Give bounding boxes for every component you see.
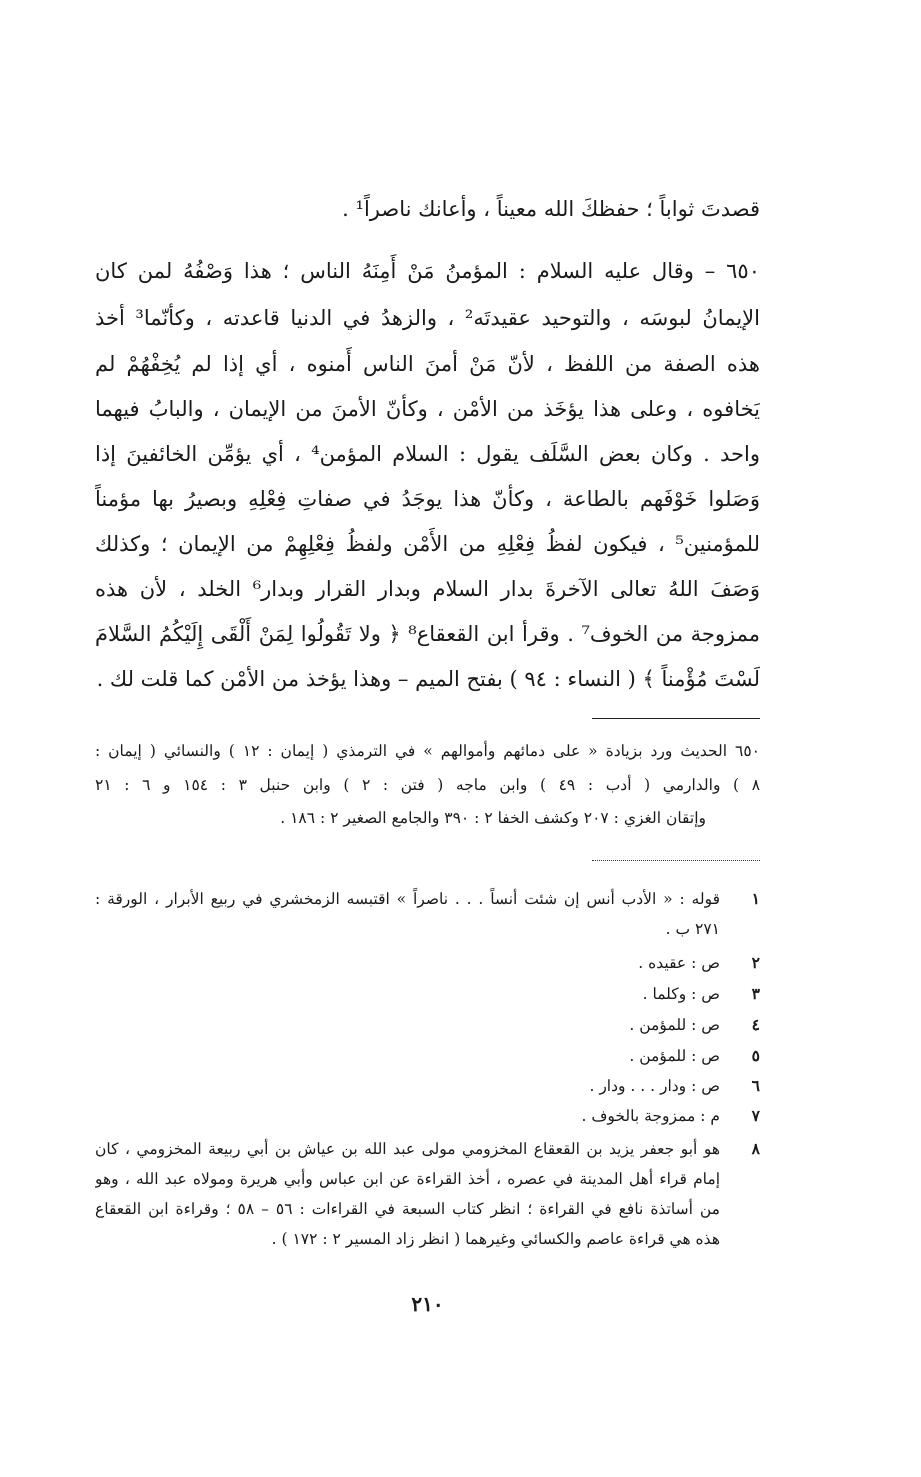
footnote-marker: ١ bbox=[751, 889, 760, 908]
hadith-source-note-line: وإتقان الغزي : ٢٠٧ وكشف الخفا ٢ : ٣٩٠ والجامع الصغير ٢ : ١٨٦ . bbox=[280, 809, 706, 827]
footnote-item bbox=[95, 1136, 760, 1256]
footnote-text-line: قوله : « الأدب أنس إن شئت أنساً . . . ناصراً » اقتبسه الزمخشري في ربيع الأبرار ، الورقة : bbox=[95, 890, 720, 908]
footnote-text-line: ص : وكلما . bbox=[642, 985, 720, 1003]
footnote-item bbox=[95, 1103, 760, 1131]
footnote-text-line: م : ممزوجة بالخوف . bbox=[581, 1107, 720, 1125]
body-text-line: يَخافوه ، وعلى هذا يؤخَذ من الأمْن ، وكأنّ الأمنَ من الإيمان ، والبابُ فيهما bbox=[95, 397, 760, 421]
footnote-marker: ٨ bbox=[751, 1139, 760, 1158]
footnote-item bbox=[95, 1012, 760, 1040]
footnote-text-line: ص : للمؤمن . bbox=[629, 1016, 720, 1034]
footnote-text-line: ٢٧١ ب . bbox=[665, 920, 720, 938]
footnote-text-line: هذه هي قراءة عاصم والكسائي وغيرهما ( انظر زاد المسير ٢ : ١٧٢ ) . bbox=[271, 1230, 720, 1248]
body-text-line: للمؤمنين⁵ ، فيكون لفظُ فِعْلِهِ من الأَمْن ولفظُ فِعْلِهِمْ من الإيمان ؛ وكذلك bbox=[95, 532, 760, 556]
footnote-marker: ٦ bbox=[751, 1076, 760, 1095]
footnote-text-line: من أساتذة نافع في القراءة ؛ انظر كتاب السبعة في القراءات : ٥٦ – ٥٨ ؛ وقراءة ابن القعقاع bbox=[95, 1200, 720, 1218]
footnote-text-line: ص : عقيده . bbox=[638, 954, 720, 972]
body-text-line: وَصَلوا خَوْفَهم بالطاعة ، وكأنّ هذا يوجَدُ في صفاتِ فِعْلِهِ وبصيرُ بها مؤمناً bbox=[95, 487, 760, 511]
body-text-line: هذه الصفة من اللفظ ، لأنّ مَنْ أمنَ الناس أَمنوه ، أي إذا لم يُخِفْهُمْ لم bbox=[95, 352, 760, 376]
hadith-source-note-line: ٦٥٠ الحديث ورد بزيادة « على دمائهم وأموالهم » في الترمذي ( إيمان : ١٢ ) والنسائي ( إيمان : bbox=[95, 742, 760, 760]
hadith-source-note-line: ٨ ) والدارمي ( أدب : ٤٩ ) وابن ماجه ( فتن : ٢ ) وابن حنبل ٣ : ١٥٤ و ٦ : ٢١ bbox=[95, 776, 760, 794]
footnote-dotted-separator bbox=[592, 860, 760, 861]
footnote-marker: ٢ bbox=[751, 953, 760, 972]
footnote-text-line: ص : للمؤمن . bbox=[629, 1047, 720, 1065]
body-text-line: لَسْتَ مُؤْمناً ﴾ ( النساء : ٩٤ ) بفتح الميم – وهذا يؤخذ من الأمْن كما قلت لك . bbox=[96, 667, 760, 691]
footnote-marker: ٣ bbox=[751, 984, 760, 1003]
footnote-item bbox=[95, 981, 760, 1009]
footnote-text-line: ص : ودار . . . ودار . bbox=[589, 1077, 720, 1095]
page-number: ٢١٠ bbox=[411, 1292, 444, 1316]
body-text-line: ممزوجة من الخوف⁷ . وقرأ ابن القعقاع⁸ ﴿ ولا تَقُولُوا لِمَنْ أَلْقَى إِلَيْكُمُ السَّلامَ bbox=[95, 622, 760, 646]
footnote-separator-rule bbox=[592, 718, 760, 719]
body-text-line: ٦٥٠ – وقال عليه السلام : المؤمنُ مَنْ أَمِنَهُ الناس ؛ هذا وَصْفُهُ لمن كان bbox=[95, 259, 760, 283]
book-page bbox=[95, 0, 760, 1477]
footnote-marker: ٧ bbox=[751, 1106, 760, 1125]
footnote-marker: ٤ bbox=[751, 1015, 760, 1034]
footnote-item bbox=[95, 886, 760, 942]
footnote-item bbox=[95, 950, 760, 978]
footnote-text-line: هو أبو جعفر يزيد بن القعقاع المخزومي مولى عبد الله بن عياش بن أبي ربيعة المخزومي ، كان bbox=[95, 1140, 720, 1158]
footnote-item bbox=[95, 1043, 760, 1071]
body-text-line: قصدتَ ثواباً ؛ حفظكَ الله معيناً ، وأعانك ناصراً¹ . bbox=[342, 197, 760, 221]
body-text-line: الإيمانُ لبوسَه ، والتوحيد عقيدتَه² ، والزهدُ في الدنيا قاعدته ، وكأنّما³ أخذ bbox=[95, 306, 760, 330]
footnote-text-line: إمام قراء أهل المدينة في عصره ، أخذ القراءة عن ابن عباس وأبي هريرة ومولاه عبد الله ، وهو bbox=[95, 1170, 720, 1188]
body-text-line: واحد . وكان بعض السَّلَف يقول : السلام المؤمن⁴ ، أي يؤمِّن الخائفينَ إذا bbox=[95, 442, 760, 466]
footnote-item bbox=[95, 1073, 760, 1101]
body-text-line: وَصَفَ اللهُ تعالى الآخرةَ بدار السلام وبدار القرار وبدار⁶ الخلد ، لأن هذه bbox=[95, 577, 760, 601]
footnote-marker: ٥ bbox=[751, 1046, 760, 1065]
